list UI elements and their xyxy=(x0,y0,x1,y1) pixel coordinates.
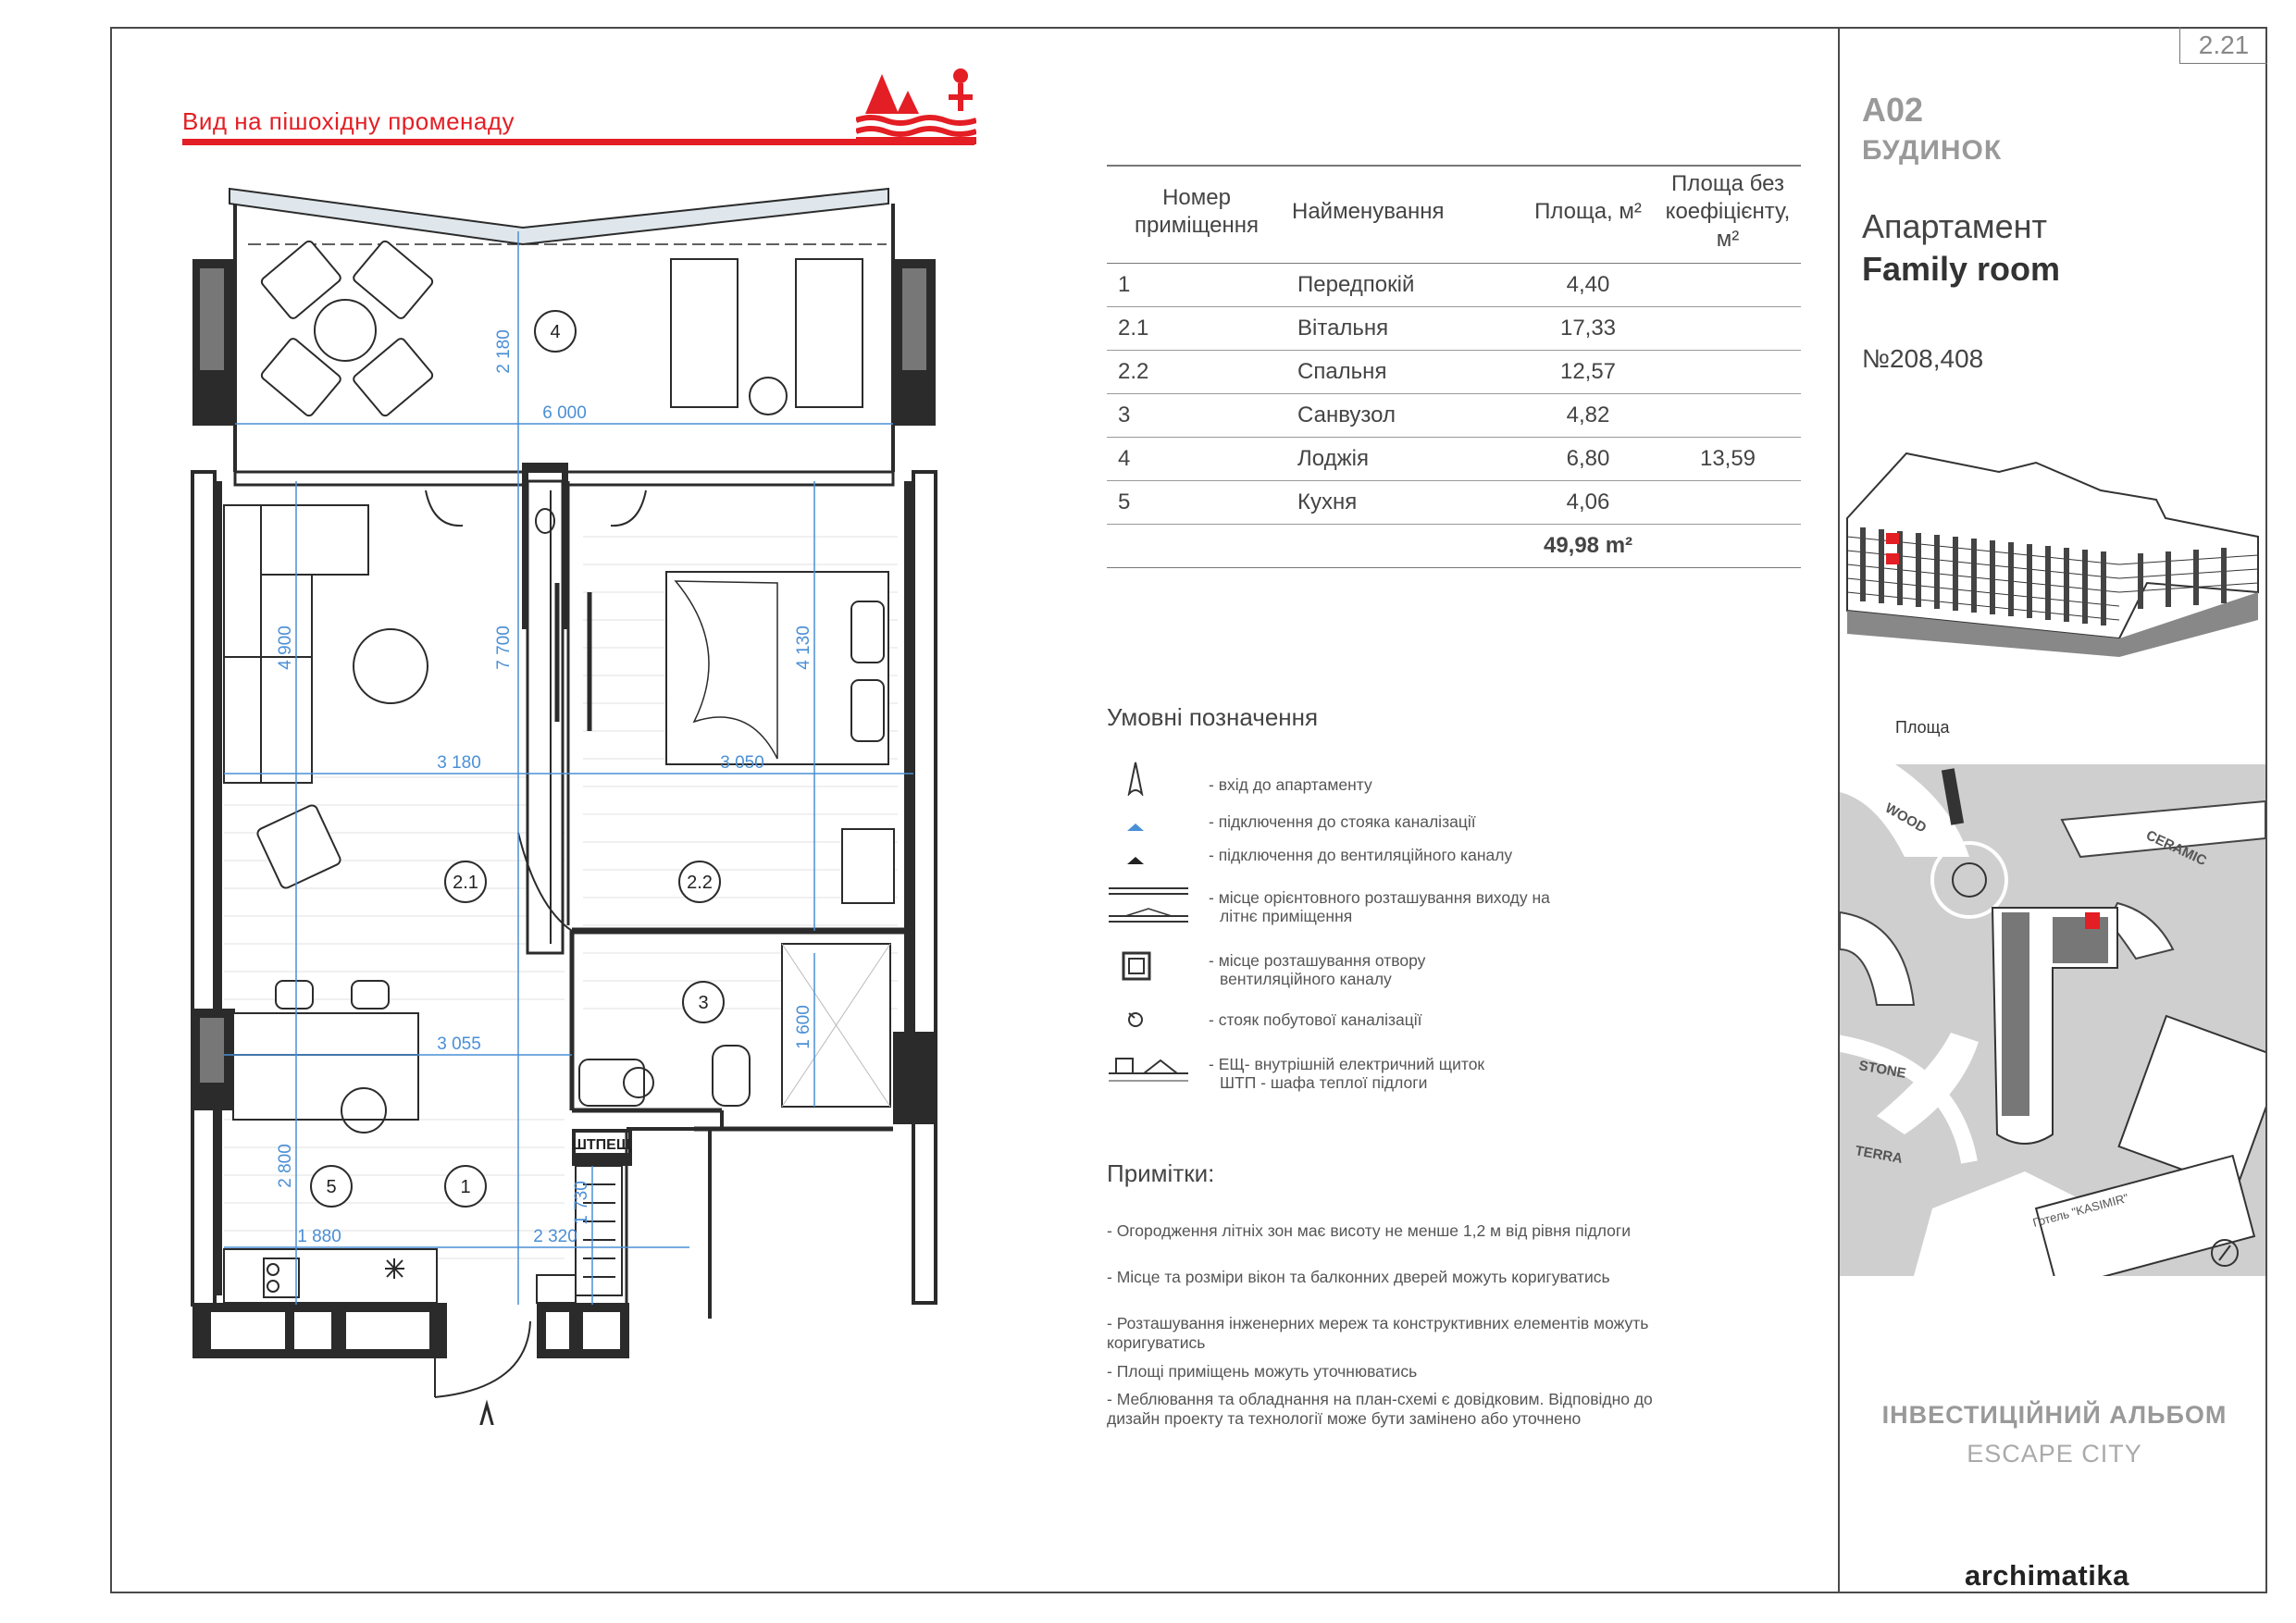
archimatika-logo: archimatika xyxy=(1965,1559,2129,1592)
table-total-row xyxy=(1107,525,1801,568)
room-marker-4: 4 xyxy=(550,322,561,342)
album-title: ІНВЕСТИЦІЙНИЙ АЛЬБОМ xyxy=(1881,1401,2228,1429)
dim-loggia-height: 2 180 xyxy=(494,329,514,374)
street-wood: WOOD xyxy=(1882,799,1930,836)
room-marker-3: 3 xyxy=(698,993,709,1013)
sewer-triangle-icon xyxy=(1107,803,1162,840)
note-3: - Розташування інженерних мереж та конструктивних елементів можуть коригуватись xyxy=(1107,1314,1649,1352)
col-number: Номер приміщення xyxy=(1107,165,1286,264)
dim-hall-height: 2 800 xyxy=(276,1144,295,1188)
dim-loggia-width: 6 000 xyxy=(542,403,587,423)
table-row: 2.1 Вітальня 17,33 xyxy=(1107,307,1801,351)
street-stone: STONE xyxy=(1857,1058,1907,1082)
dim-living-width: 3 180 xyxy=(437,753,481,773)
dim-kitchen-length: 1 880 xyxy=(297,1227,341,1246)
col-area-nocoef: Площа без коефіцієнту, м² xyxy=(1655,165,1801,264)
col-area: Площа, м² xyxy=(1521,165,1655,264)
note-4: - Площі приміщень можуть уточнюватись xyxy=(1107,1362,1418,1381)
electric-panel-icon xyxy=(1107,1044,1190,1090)
note-5: - Меблювання та обладнання на план-схемі є довідковим. Відповідно до дизайн проекту та технології може бути замінено або уточнено xyxy=(1107,1390,1653,1428)
dim-hall-length: 2 320 xyxy=(533,1227,577,1246)
room-marker-2-2: 2.2 xyxy=(687,873,713,893)
apartment-number: №208,408 xyxy=(1862,344,1984,373)
promenade-icon xyxy=(856,63,976,146)
house-word: БУДИНОК xyxy=(1862,135,2003,166)
entrance-arrow-icon xyxy=(1107,759,1162,796)
street-terra: TERRA xyxy=(1854,1143,1905,1167)
house-code: А02 xyxy=(1862,91,1924,129)
vent-shaft-icon xyxy=(1107,948,1162,985)
album-subtitle: ESCAPE CITY xyxy=(1967,1440,2142,1468)
dim-living-height: 4 900 xyxy=(276,626,295,670)
riser-icon xyxy=(1107,1001,1162,1038)
legend-title: Умовні позначення xyxy=(1107,703,1319,731)
dim-mid-height: 7 700 xyxy=(494,626,514,670)
exit-door-icon xyxy=(1107,881,1190,927)
note-1: - Огородження літніх зон має висоту не менше 1,2 м від рівня підлоги xyxy=(1107,1221,1631,1240)
note-2: - Місце та розміри вікон та балконних дверей можуть коригуватись xyxy=(1107,1268,1610,1286)
room-marker-2-1: 2.1 xyxy=(453,873,478,893)
dim-bath-height: 1 600 xyxy=(794,1005,813,1049)
page-number: 2.21 xyxy=(2179,27,2267,64)
view-label: Вид на пішохідну променаду xyxy=(182,107,515,135)
vent-triangle-icon xyxy=(1107,836,1162,873)
notes-title: Примітки: xyxy=(1107,1159,1215,1187)
apartment-type: Апартамент xyxy=(1862,207,2048,245)
dim-bedroom-height: 4 130 xyxy=(794,626,813,670)
table-row: 5 Кухня 4,06 xyxy=(1107,481,1801,525)
map-drawing xyxy=(1840,764,2265,1276)
shafts-label: ШТПЕЩ xyxy=(571,1137,632,1153)
rooms-table xyxy=(1107,165,1801,568)
table-row: 4 Лоджія 6,80 13,59 xyxy=(1107,438,1801,481)
apartment-name: Family room xyxy=(1862,250,2061,288)
location-map xyxy=(1840,764,2265,1276)
room-marker-1: 1 xyxy=(460,1177,471,1197)
building-3d-image xyxy=(1842,435,2267,657)
table-row: 3 Санвузол 4,82 xyxy=(1107,394,1801,438)
dim-hall2-height: 1 730 xyxy=(572,1181,591,1225)
table-row: 1 Передпокій 4,40 xyxy=(1107,264,1801,307)
map-label-square: Площа xyxy=(1895,718,1950,737)
table-row: 2.2 Спальня 12,57 xyxy=(1107,351,1801,394)
dim-bedroom-width: 3 050 xyxy=(720,753,764,773)
room-marker-5: 5 xyxy=(326,1177,337,1197)
hotel-label: Готель "KASIMIR" xyxy=(2030,1190,2130,1230)
total-area: 49,98 m² xyxy=(1521,525,1655,568)
col-name: Найменування xyxy=(1286,165,1521,264)
street-ceramic: CERAMIC xyxy=(2143,827,2209,870)
dim-kitchen-width: 3 055 xyxy=(437,1035,481,1054)
floor-plan xyxy=(176,167,962,1425)
